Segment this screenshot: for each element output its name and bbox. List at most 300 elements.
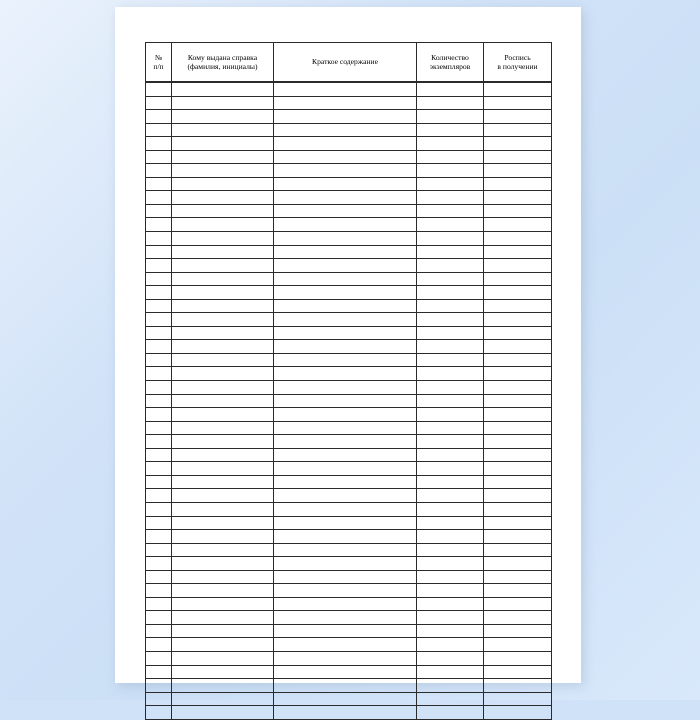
table-cell-number[interactable]	[146, 313, 172, 327]
table-cell-copies[interactable]	[417, 516, 484, 530]
table-cell-number[interactable]	[146, 692, 172, 706]
table-row[interactable]	[146, 597, 552, 611]
table-cell-signature[interactable]	[484, 96, 552, 110]
table-cell-signature[interactable]	[484, 367, 552, 381]
table-cell-number[interactable]	[146, 502, 172, 516]
table-row[interactable]	[146, 218, 552, 232]
table-cell-number[interactable]	[146, 421, 172, 435]
table-cell-summary[interactable]	[274, 272, 417, 286]
table-row[interactable]	[146, 692, 552, 706]
table-cell-number[interactable]	[146, 530, 172, 544]
table-cell-signature[interactable]	[484, 462, 552, 476]
table-cell-signature[interactable]	[484, 110, 552, 124]
table-cell-signature[interactable]	[484, 177, 552, 191]
table-cell-summary[interactable]	[274, 692, 417, 706]
table-row[interactable]	[146, 367, 552, 381]
table-cell-copies[interactable]	[417, 177, 484, 191]
table-row[interactable]	[146, 530, 552, 544]
table-cell-summary[interactable]	[274, 475, 417, 489]
table-cell-issued_to[interactable]	[172, 651, 274, 665]
table-cell-number[interactable]	[146, 123, 172, 137]
table-cell-signature[interactable]	[484, 543, 552, 557]
table-cell-summary[interactable]	[274, 299, 417, 313]
table-cell-number[interactable]	[146, 150, 172, 164]
table-cell-summary[interactable]	[274, 326, 417, 340]
table-cell-copies[interactable]	[417, 259, 484, 273]
table-row[interactable]	[146, 353, 552, 367]
table-cell-issued_to[interactable]	[172, 543, 274, 557]
table-row[interactable]	[146, 299, 552, 313]
table-cell-summary[interactable]	[274, 340, 417, 354]
table-row[interactable]	[146, 679, 552, 693]
table-cell-signature[interactable]	[484, 245, 552, 259]
table-cell-issued_to[interactable]	[172, 191, 274, 205]
table-row[interactable]	[146, 543, 552, 557]
table-cell-signature[interactable]	[484, 218, 552, 232]
table-cell-copies[interactable]	[417, 408, 484, 422]
table-cell-signature[interactable]	[484, 570, 552, 584]
table-cell-issued_to[interactable]	[172, 679, 274, 693]
table-row[interactable]	[146, 448, 552, 462]
table-cell-issued_to[interactable]	[172, 475, 274, 489]
table-cell-copies[interactable]	[417, 462, 484, 476]
column-header-signature-line-2: в получении	[497, 62, 538, 71]
table-row[interactable]	[146, 502, 552, 516]
table-cell-copies[interactable]	[417, 624, 484, 638]
table-row[interactable]	[146, 150, 552, 164]
table-cell-copies[interactable]	[417, 96, 484, 110]
table-cell-summary[interactable]	[274, 530, 417, 544]
table-cell-issued_to[interactable]	[172, 110, 274, 124]
table-cell-signature[interactable]	[484, 665, 552, 679]
table-cell-summary[interactable]	[274, 570, 417, 584]
table-cell-signature[interactable]	[484, 435, 552, 449]
table-cell-summary[interactable]	[274, 164, 417, 178]
table-cell-summary[interactable]	[274, 204, 417, 218]
table-row[interactable]	[146, 137, 552, 151]
table-row[interactable]	[146, 651, 552, 665]
table-cell-copies[interactable]	[417, 123, 484, 137]
table-cell-issued_to[interactable]	[172, 611, 274, 625]
table-cell-issued_to[interactable]	[172, 82, 274, 96]
table-cell-summary[interactable]	[274, 259, 417, 273]
table-cell-copies[interactable]	[417, 638, 484, 652]
table-cell-copies[interactable]	[417, 164, 484, 178]
table-cell-signature[interactable]	[484, 394, 552, 408]
column-header-copies-line-1: Количество	[431, 52, 469, 62]
table-cell-signature[interactable]	[484, 489, 552, 503]
table-cell-issued_to[interactable]	[172, 299, 274, 313]
table-cell-issued_to[interactable]	[172, 448, 274, 462]
table-cell-copies[interactable]	[417, 489, 484, 503]
table-cell-issued_to[interactable]	[172, 530, 274, 544]
table-cell-issued_to[interactable]	[172, 96, 274, 110]
table-cell-signature[interactable]	[484, 286, 552, 300]
table-row[interactable]	[146, 475, 552, 489]
table-cell-signature[interactable]	[484, 516, 552, 530]
table-header-row	[146, 43, 552, 83]
table-cell-signature[interactable]	[484, 421, 552, 435]
table-cell-signature[interactable]	[484, 137, 552, 151]
table-cell-signature[interactable]	[484, 557, 552, 571]
table-cell-issued_to[interactable]	[172, 137, 274, 151]
table-cell-copies[interactable]	[417, 232, 484, 246]
table-cell-number[interactable]	[146, 191, 172, 205]
table-cell-summary[interactable]	[274, 462, 417, 476]
table-cell-number[interactable]	[146, 706, 172, 720]
table-cell-summary[interactable]	[274, 611, 417, 625]
table-cell-issued_to[interactable]	[172, 516, 274, 530]
table-cell-number[interactable]	[146, 435, 172, 449]
table-cell-issued_to[interactable]	[172, 638, 274, 652]
table-cell-signature[interactable]	[484, 692, 552, 706]
table-cell-number[interactable]	[146, 82, 172, 96]
table-cell-issued_to[interactable]	[172, 313, 274, 327]
table-cell-summary[interactable]	[274, 435, 417, 449]
table-row[interactable]	[146, 706, 552, 720]
table-row[interactable]	[146, 82, 552, 96]
table-row[interactable]	[146, 408, 552, 422]
table-cell-issued_to[interactable]	[172, 245, 274, 259]
table-cell-issued_to[interactable]	[172, 177, 274, 191]
table-row[interactable]	[146, 204, 552, 218]
table-cell-signature[interactable]	[484, 706, 552, 720]
table-cell-copies[interactable]	[417, 137, 484, 151]
table-cell-number[interactable]	[146, 638, 172, 652]
table-cell-issued_to[interactable]	[172, 150, 274, 164]
table-row[interactable]	[146, 110, 552, 124]
table-cell-summary[interactable]	[274, 651, 417, 665]
table-cell-copies[interactable]	[417, 651, 484, 665]
table-row[interactable]	[146, 96, 552, 110]
table-cell-copies[interactable]	[417, 597, 484, 611]
table-cell-number[interactable]	[146, 353, 172, 367]
table-cell-number[interactable]	[146, 489, 172, 503]
table-cell-issued_to[interactable]	[172, 286, 274, 300]
table-cell-number[interactable]	[146, 570, 172, 584]
table-cell-copies[interactable]	[417, 665, 484, 679]
table-cell-issued_to[interactable]	[172, 624, 274, 638]
table-row[interactable]	[146, 435, 552, 449]
table-cell-copies[interactable]	[417, 381, 484, 395]
table-row[interactable]	[146, 326, 552, 340]
table-cell-number[interactable]	[146, 381, 172, 395]
table-cell-signature[interactable]	[484, 82, 552, 96]
table-cell-signature[interactable]	[484, 448, 552, 462]
table-cell-signature[interactable]	[484, 502, 552, 516]
table-cell-issued_to[interactable]	[172, 394, 274, 408]
table-row[interactable]	[146, 164, 552, 178]
table-cell-copies[interactable]	[417, 502, 484, 516]
table-row[interactable]	[146, 624, 552, 638]
table-cell-summary[interactable]	[274, 516, 417, 530]
table-cell-copies[interactable]	[417, 679, 484, 693]
table-cell-summary[interactable]	[274, 584, 417, 598]
table-cell-summary[interactable]	[274, 82, 417, 96]
table-cell-number[interactable]	[146, 218, 172, 232]
column-header-number-line-1: №	[154, 52, 163, 62]
table-cell-number[interactable]	[146, 272, 172, 286]
table-cell-number[interactable]	[146, 177, 172, 191]
table-row[interactable]	[146, 232, 552, 246]
table-cell-number[interactable]	[146, 137, 172, 151]
table-cell-issued_to[interactable]	[172, 489, 274, 503]
table-cell-signature[interactable]	[484, 353, 552, 367]
table-cell-signature[interactable]	[484, 299, 552, 313]
table-cell-number[interactable]	[146, 651, 172, 665]
table-cell-signature[interactable]	[484, 123, 552, 137]
table-cell-copies[interactable]	[417, 692, 484, 706]
table-cell-signature[interactable]	[484, 638, 552, 652]
table-cell-issued_to[interactable]	[172, 123, 274, 137]
table-cell-issued_to[interactable]	[172, 421, 274, 435]
table-cell-summary[interactable]	[274, 543, 417, 557]
table-cell-signature[interactable]	[484, 611, 552, 625]
table-cell-signature[interactable]	[484, 624, 552, 638]
table-cell-issued_to[interactable]	[172, 692, 274, 706]
table-cell-copies[interactable]	[417, 218, 484, 232]
column-header-summary-line-1: Краткое содержание	[312, 57, 378, 67]
table-cell-summary[interactable]	[274, 624, 417, 638]
table-cell-copies[interactable]	[417, 530, 484, 544]
table-cell-number[interactable]	[146, 326, 172, 340]
table-cell-number[interactable]	[146, 299, 172, 313]
table-cell-signature[interactable]	[484, 679, 552, 693]
table-cell-number[interactable]	[146, 448, 172, 462]
table-cell-signature[interactable]	[484, 651, 552, 665]
table-row[interactable]	[146, 177, 552, 191]
table-cell-number[interactable]	[146, 543, 172, 557]
table-cell-issued_to[interactable]	[172, 272, 274, 286]
table-cell-signature[interactable]	[484, 191, 552, 205]
table-cell-number[interactable]	[146, 516, 172, 530]
table-cell-number[interactable]	[146, 259, 172, 273]
table-row[interactable]	[146, 123, 552, 137]
column-header-issued-to-line-1: Кому выдана справка	[187, 52, 258, 62]
table-row[interactable]	[146, 638, 552, 652]
table-cell-issued_to[interactable]	[172, 340, 274, 354]
table-cell-issued_to[interactable]	[172, 462, 274, 476]
table-cell-copies[interactable]	[417, 367, 484, 381]
table-cell-number[interactable]	[146, 611, 172, 625]
table-row[interactable]	[146, 611, 552, 625]
table-cell-issued_to[interactable]	[172, 232, 274, 246]
table-cell-signature[interactable]	[484, 340, 552, 354]
table-cell-number[interactable]	[146, 96, 172, 110]
table-cell-signature[interactable]	[484, 313, 552, 327]
column-header-copies	[417, 43, 484, 83]
table-cell-number[interactable]	[146, 286, 172, 300]
table-cell-issued_to[interactable]	[172, 665, 274, 679]
table-cell-number[interactable]	[146, 597, 172, 611]
table-cell-copies[interactable]	[417, 286, 484, 300]
column-header-copies-line-2: экземпляров	[429, 62, 471, 71]
table-cell-number[interactable]	[146, 679, 172, 693]
table-cell-copies[interactable]	[417, 110, 484, 124]
table-cell-summary[interactable]	[274, 502, 417, 516]
table-cell-issued_to[interactable]	[172, 204, 274, 218]
table-row[interactable]	[146, 462, 552, 476]
table-cell-copies[interactable]	[417, 353, 484, 367]
register-table-container	[145, 42, 551, 720]
table-cell-copies[interactable]	[417, 245, 484, 259]
table-cell-copies[interactable]	[417, 421, 484, 435]
table-cell-summary[interactable]	[274, 557, 417, 571]
table-cell-signature[interactable]	[484, 259, 552, 273]
table-cell-summary[interactable]	[274, 489, 417, 503]
table-cell-summary[interactable]	[274, 448, 417, 462]
table-row[interactable]	[146, 665, 552, 679]
table-cell-signature[interactable]	[484, 326, 552, 340]
table-cell-issued_to[interactable]	[172, 706, 274, 720]
table-cell-copies[interactable]	[417, 706, 484, 720]
column-header-summary	[274, 43, 417, 83]
table-row[interactable]	[146, 557, 552, 571]
column-header-number-line-2: п/п	[153, 62, 164, 71]
table-cell-copies[interactable]	[417, 191, 484, 205]
table-cell-issued_to[interactable]	[172, 381, 274, 395]
table-cell-number[interactable]	[146, 462, 172, 476]
table-cell-summary[interactable]	[274, 679, 417, 693]
table-cell-summary[interactable]	[274, 232, 417, 246]
table-cell-number[interactable]	[146, 340, 172, 354]
table-cell-summary[interactable]	[274, 421, 417, 435]
table-row[interactable]	[146, 584, 552, 598]
table-cell-number[interactable]	[146, 665, 172, 679]
column-header-signature	[484, 43, 552, 83]
table-cell-signature[interactable]	[484, 597, 552, 611]
column-header-signature-line-1: Роспись	[504, 52, 531, 62]
table-cell-number[interactable]	[146, 408, 172, 422]
table-row[interactable]	[146, 245, 552, 259]
table-cell-issued_to[interactable]	[172, 408, 274, 422]
column-header-issued-to-line-2: (фамилия, инициалы)	[187, 62, 258, 71]
table-cell-issued_to[interactable]	[172, 570, 274, 584]
table-cell-signature[interactable]	[484, 530, 552, 544]
table-cell-number[interactable]	[146, 557, 172, 571]
table-cell-copies[interactable]	[417, 394, 484, 408]
table-row[interactable]	[146, 191, 552, 205]
table-row[interactable]	[146, 259, 552, 273]
table-cell-signature[interactable]	[484, 204, 552, 218]
table-cell-summary[interactable]	[274, 408, 417, 422]
table-cell-copies[interactable]	[417, 299, 484, 313]
table-body	[146, 82, 552, 719]
table-cell-number[interactable]	[146, 624, 172, 638]
table-cell-number[interactable]	[146, 110, 172, 124]
table-cell-copies[interactable]	[417, 313, 484, 327]
table-cell-number[interactable]	[146, 475, 172, 489]
register-table	[145, 42, 552, 720]
table-cell-number[interactable]	[146, 164, 172, 178]
table-cell-signature[interactable]	[484, 272, 552, 286]
table-cell-copies[interactable]	[417, 272, 484, 286]
table-row[interactable]	[146, 340, 552, 354]
table-cell-copies[interactable]	[417, 204, 484, 218]
table-cell-copies[interactable]	[417, 557, 484, 571]
column-header-number	[146, 43, 172, 83]
table-cell-copies[interactable]	[417, 326, 484, 340]
table-cell-issued_to[interactable]	[172, 597, 274, 611]
table-cell-summary[interactable]	[274, 665, 417, 679]
table-cell-signature[interactable]	[484, 381, 552, 395]
table-row[interactable]	[146, 421, 552, 435]
table-cell-summary[interactable]	[274, 638, 417, 652]
table-cell-summary[interactable]	[274, 597, 417, 611]
table-cell-copies[interactable]	[417, 611, 484, 625]
table-cell-number[interactable]	[146, 584, 172, 598]
table-row[interactable]	[146, 516, 552, 530]
table-cell-issued_to[interactable]	[172, 218, 274, 232]
table-cell-summary[interactable]	[274, 313, 417, 327]
table-cell-issued_to[interactable]	[172, 435, 274, 449]
table-cell-summary[interactable]	[274, 381, 417, 395]
table-cell-copies[interactable]	[417, 570, 484, 584]
table-cell-copies[interactable]	[417, 475, 484, 489]
table-cell-copies[interactable]	[417, 543, 484, 557]
table-cell-issued_to[interactable]	[172, 367, 274, 381]
table-cell-issued_to[interactable]	[172, 353, 274, 367]
table-cell-summary[interactable]	[274, 150, 417, 164]
table-cell-number[interactable]	[146, 394, 172, 408]
table-cell-number[interactable]	[146, 232, 172, 246]
table-cell-signature[interactable]	[484, 408, 552, 422]
table-cell-summary[interactable]	[274, 110, 417, 124]
table-cell-signature[interactable]	[484, 475, 552, 489]
table-row[interactable]	[146, 570, 552, 584]
table-cell-copies[interactable]	[417, 150, 484, 164]
table-cell-summary[interactable]	[274, 706, 417, 720]
table-cell-number[interactable]	[146, 367, 172, 381]
table-cell-summary[interactable]	[274, 191, 417, 205]
table-cell-number[interactable]	[146, 245, 172, 259]
table-cell-number[interactable]	[146, 204, 172, 218]
table-row[interactable]	[146, 489, 552, 503]
table-cell-issued_to[interactable]	[172, 557, 274, 571]
table-cell-copies[interactable]	[417, 435, 484, 449]
table-row[interactable]	[146, 272, 552, 286]
table-row[interactable]	[146, 286, 552, 300]
table-cell-summary[interactable]	[274, 367, 417, 381]
table-cell-summary[interactable]	[274, 137, 417, 151]
table-cell-summary[interactable]	[274, 286, 417, 300]
table-header	[146, 43, 552, 83]
table-cell-summary[interactable]	[274, 177, 417, 191]
table-cell-summary[interactable]	[274, 123, 417, 137]
table-cell-copies[interactable]	[417, 82, 484, 96]
table-row[interactable]	[146, 313, 552, 327]
table-cell-summary[interactable]	[274, 218, 417, 232]
table-cell-summary[interactable]	[274, 96, 417, 110]
table-cell-issued_to[interactable]	[172, 259, 274, 273]
table-cell-signature[interactable]	[484, 584, 552, 598]
table-cell-signature[interactable]	[484, 150, 552, 164]
table-cell-summary[interactable]	[274, 394, 417, 408]
table-cell-signature[interactable]	[484, 164, 552, 178]
table-cell-summary[interactable]	[274, 353, 417, 367]
table-cell-copies[interactable]	[417, 584, 484, 598]
table-cell-issued_to[interactable]	[172, 584, 274, 598]
table-cell-copies[interactable]	[417, 340, 484, 354]
table-cell-summary[interactable]	[274, 245, 417, 259]
table-cell-signature[interactable]	[484, 232, 552, 246]
table-cell-issued_to[interactable]	[172, 502, 274, 516]
table-cell-issued_to[interactable]	[172, 326, 274, 340]
table-cell-issued_to[interactable]	[172, 164, 274, 178]
table-row[interactable]	[146, 381, 552, 395]
table-row[interactable]	[146, 394, 552, 408]
table-cell-copies[interactable]	[417, 448, 484, 462]
